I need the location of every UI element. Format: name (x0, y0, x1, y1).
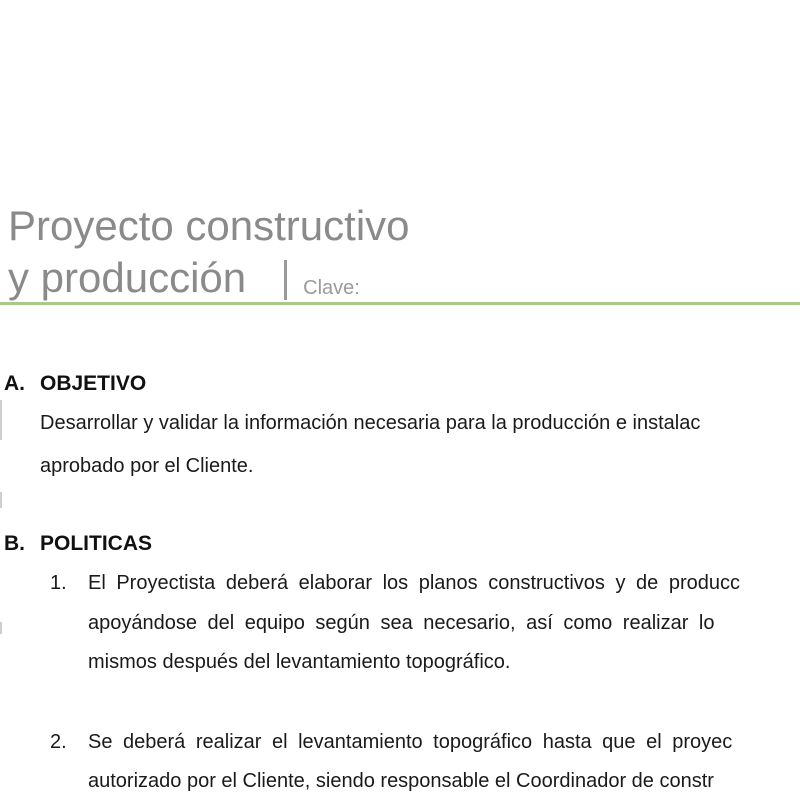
section-a-line-2: aprobado por el Cliente. (40, 455, 254, 477)
section-b-letter: B. (4, 532, 25, 555)
clave-label: Clave: (303, 277, 360, 299)
margin-mark (0, 622, 2, 634)
policy-2-line-2: autorizado por el Cliente, siendo responsable el Coordinador de constr (88, 770, 714, 792)
section-a-title: OBJETIVO (40, 372, 147, 395)
margin-mark (0, 492, 2, 508)
title-separator (284, 260, 287, 300)
margin-mark (0, 400, 2, 440)
header-divider (0, 302, 800, 305)
title-line-1: Proyecto constructivo (8, 202, 410, 249)
section-a-heading (4, 372, 146, 396)
section-b-title: POLITICAS (40, 532, 153, 555)
policy-1-line-1: El Proyectista deberá elaborar los planos constructivos y de producc (88, 572, 740, 594)
title-row-2 (8, 252, 410, 304)
title-line-2: y producción (8, 254, 247, 301)
policy-1-line-3: mismos después del levantamiento topográfico. (88, 651, 511, 673)
policy-1-line-2: apoyándose del equipo según sea necesario, así como realizar lo (88, 612, 715, 634)
section-a-letter: A. (4, 372, 25, 395)
policy-2-number: 2. (50, 731, 67, 753)
policy-2-line-1: Se deberá realizar el levantamiento topográfico hasta que el proyec (88, 731, 733, 753)
section-a-line-1: Desarrollar y validar la información necesaria para la producción e instalac (40, 412, 701, 434)
policy-1-number: 1. (50, 572, 67, 594)
document-title (8, 200, 410, 304)
section-b-heading (4, 532, 152, 556)
